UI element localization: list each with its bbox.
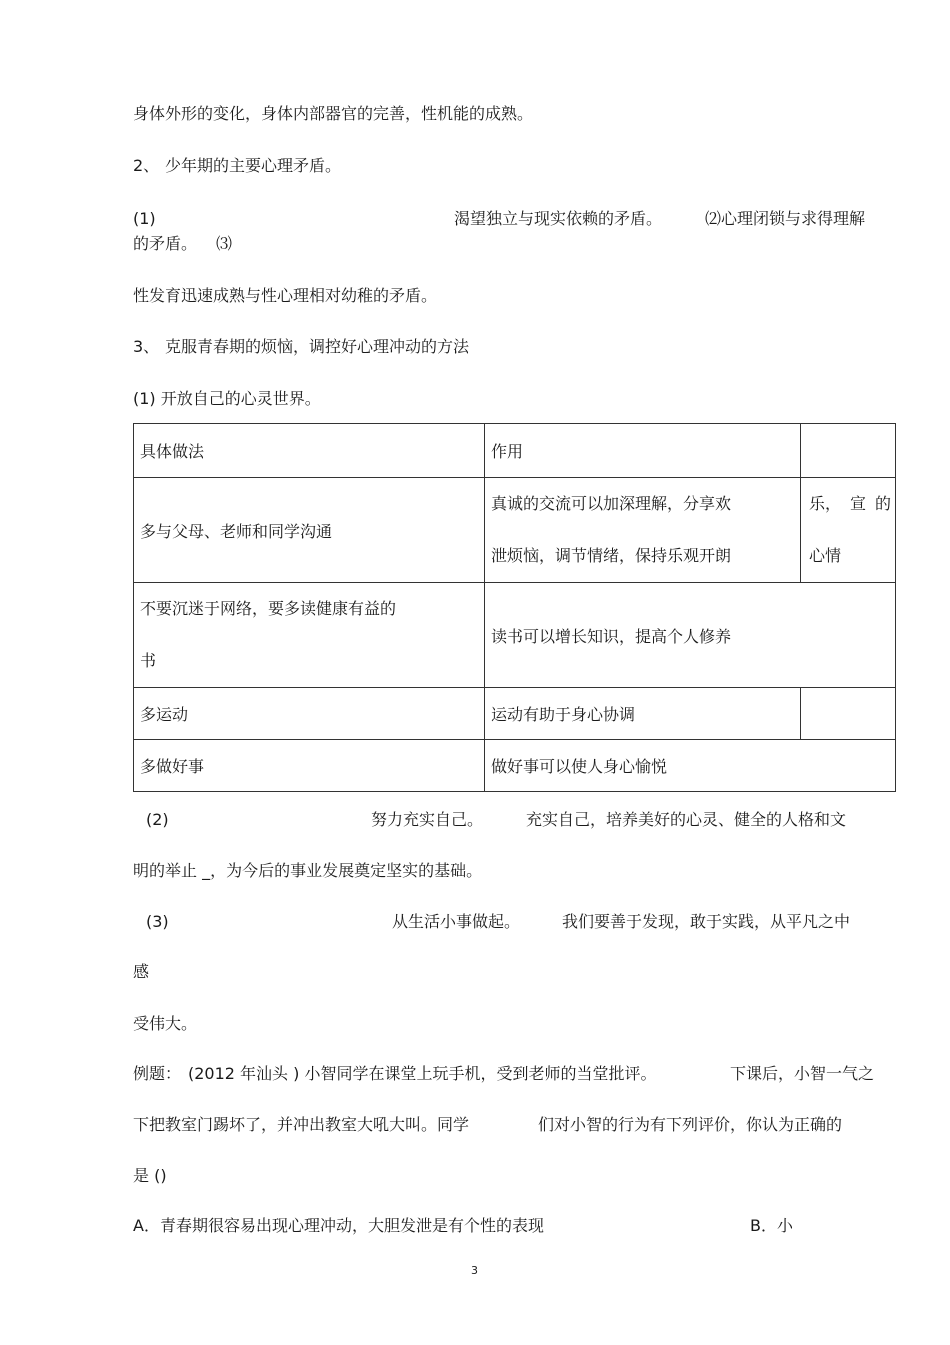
option-b: B．小 — [750, 1216, 793, 1235]
table-cell-line: 泄烦恼，调节情绪，保持乐观开朗 — [491, 546, 732, 565]
table-cell: 做好事可以使人身心愉悦 — [485, 740, 896, 792]
table-cell-line: 书 — [140, 651, 157, 670]
body-text: 受伟大。 — [133, 1014, 198, 1033]
table-cell: 多做好事 — [134, 740, 485, 792]
table-row — [134, 688, 896, 740]
body-text: 的矛盾。 — [133, 234, 198, 253]
table-cell: 多与父母、老师和同学沟通 — [134, 478, 485, 583]
body-text: 们对小智的行为有下列评价，你认为正确的 — [538, 1115, 843, 1134]
body-text: 努力充实自己。 — [371, 810, 484, 829]
section-heading: 少年期的主要心理矛盾。 — [165, 156, 342, 175]
body-text: 感 — [133, 962, 150, 981]
item-number: (1) — [133, 209, 156, 228]
body-line: 性发育迅速成熟与性心理相对幼稚的矛盾。 — [133, 286, 438, 305]
table-cell-line: 真诚的交流可以加深理解，分享欢 — [491, 494, 732, 513]
body-line: 明的举止 _，为今后的事业发展奠定坚实的基础。 — [133, 861, 483, 880]
section-heading: 克服青春期的烦恼，调控好心理冲动的方法 — [165, 337, 470, 356]
table-cell-line: 心情 — [809, 546, 842, 565]
body-text: 下课后，小智一气之 — [730, 1064, 875, 1083]
table-cell-line: 乐， 宣 的 — [809, 494, 891, 513]
item-number: (2) — [146, 810, 169, 829]
table-cell — [801, 688, 896, 740]
methods-table — [133, 423, 896, 792]
table-header-cell: 作用 — [485, 424, 801, 478]
table-cell: 读书可以增长知识，提高个人修养 — [485, 583, 896, 688]
table-row — [134, 740, 896, 792]
table-row — [134, 424, 896, 478]
page-number: 3 — [471, 1264, 478, 1277]
body-text: 渴望独立与现实依赖的矛盾。 — [454, 209, 663, 228]
body-text: 下把教室门踢坏了，并冲出教室大吼大叫。同学 — [133, 1115, 470, 1134]
body-text: 从生活小事做起。 — [392, 912, 521, 931]
body-text: (2012 年汕头 ) 小智同学在课堂上玩手机，受到老师的当堂批评。 — [188, 1064, 657, 1083]
table-cell — [801, 478, 896, 583]
section-number: 3、 — [133, 337, 160, 356]
body-line: 身体外形的变化，身体内部器官的完善，性机能的成熟。 — [133, 104, 534, 123]
table-row — [134, 583, 896, 688]
example-label: 例题： — [133, 1064, 182, 1083]
item-number: ⑶ — [216, 234, 233, 253]
item-number: (3) — [146, 912, 169, 931]
body-text: ⑵心理闭锁与求得理解 — [705, 209, 866, 228]
table-header-cell: 具体做法 — [134, 424, 485, 478]
table-cell — [134, 583, 485, 688]
table-cell: 运动有助于身心协调 — [485, 688, 801, 740]
body-text: 是 () — [133, 1166, 167, 1185]
body-text: 我们要善于发现，敢于实践，从平凡之中 — [562, 912, 851, 931]
table-cell: 多运动 — [134, 688, 485, 740]
section-number: 2、 — [133, 156, 160, 175]
option-a: A．青春期很容易出现心理冲动，大胆发泄是有个性的表现 — [133, 1216, 544, 1235]
subsection-heading: (1) 开放自己的心灵世界。 — [133, 389, 321, 408]
table-cell — [485, 478, 801, 583]
table-cell-line: 不要沉迷于网络，要多读健康有益的 — [140, 599, 397, 618]
body-text: 充实自己，培养美好的心灵、健全的人格和文 — [526, 810, 847, 829]
table-header-cell — [801, 424, 896, 478]
table-row — [134, 478, 896, 583]
